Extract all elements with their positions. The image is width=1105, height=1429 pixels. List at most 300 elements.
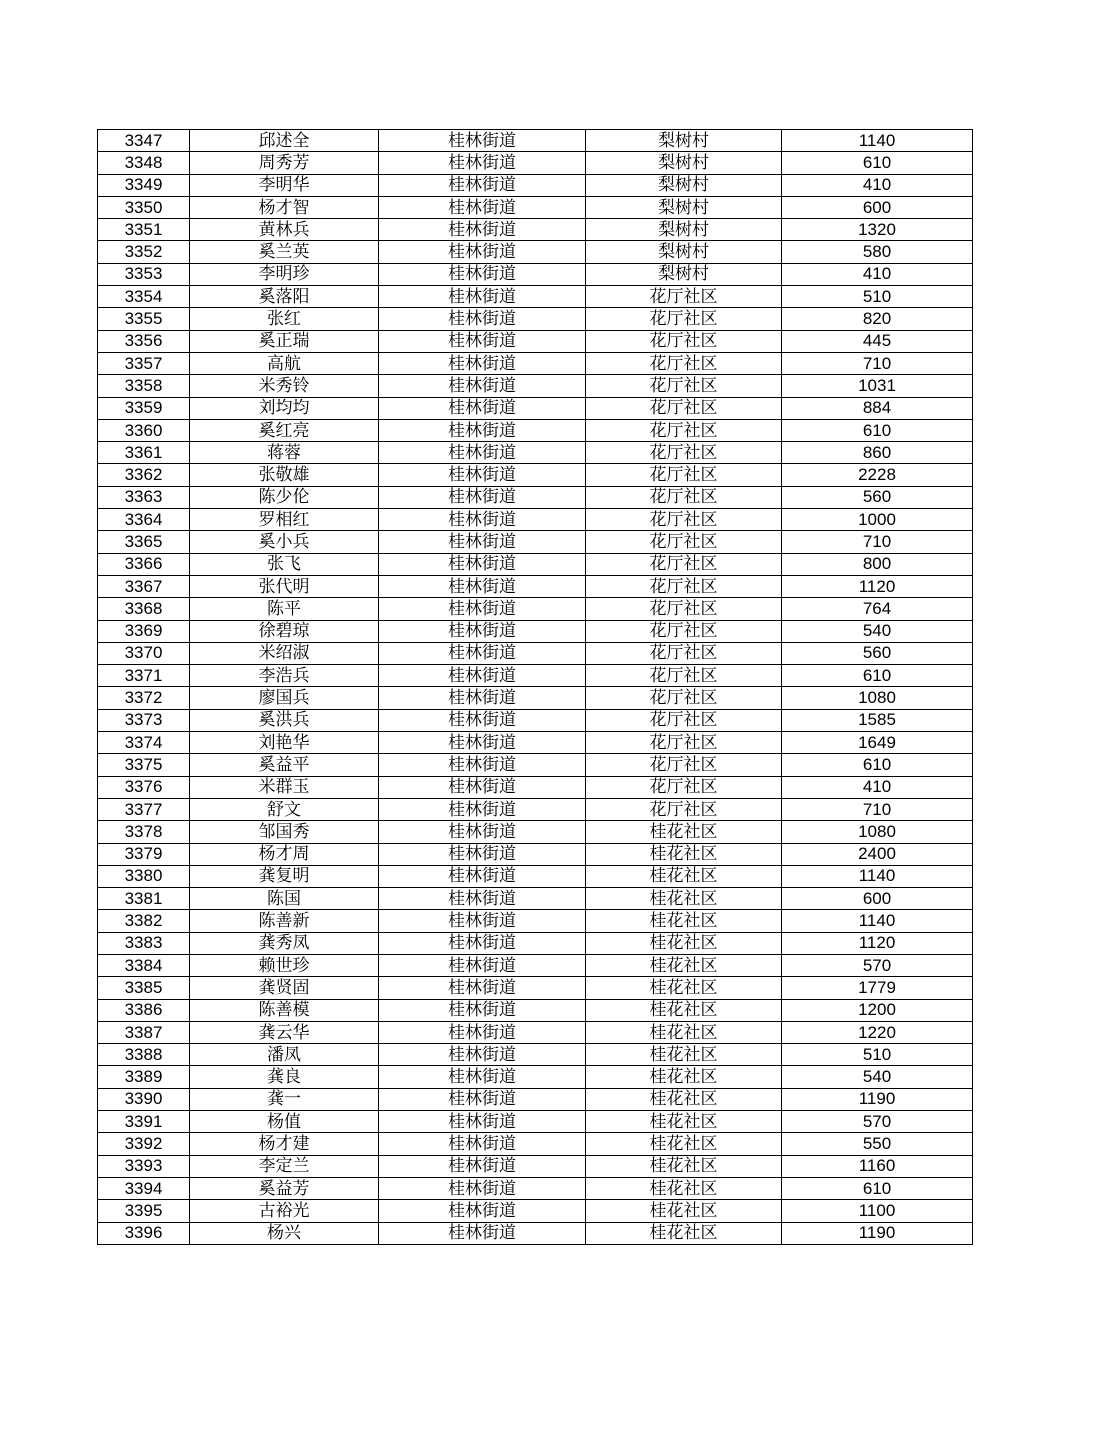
row-number-cell: 3361: [98, 442, 190, 464]
name-cell: 陈善模: [190, 999, 379, 1021]
row-number-cell: 3366: [98, 553, 190, 575]
name-cell: 张敬雄: [190, 464, 379, 486]
row-number-cell: 3373: [98, 709, 190, 731]
row-number-cell: 3372: [98, 687, 190, 709]
name-cell: 杨才建: [190, 1133, 379, 1155]
row-number-cell: 3386: [98, 999, 190, 1021]
street-cell: 桂林街道: [379, 553, 586, 575]
amount-cell: 610: [782, 419, 973, 441]
street-cell: 桂林街道: [379, 1021, 586, 1043]
table-row: [98, 798, 973, 820]
row-number-cell: 3390: [98, 1088, 190, 1110]
table-row: [98, 575, 973, 597]
row-number-cell: 3396: [98, 1222, 190, 1244]
row-number-cell: 3359: [98, 397, 190, 419]
amount-cell: 710: [782, 531, 973, 553]
community-cell: 桂花社区: [586, 1222, 782, 1244]
row-number-cell: 3360: [98, 419, 190, 441]
name-cell: 黄林兵: [190, 219, 379, 241]
community-cell: 桂花社区: [586, 910, 782, 932]
table-row: [98, 330, 973, 352]
row-number-cell: 3380: [98, 865, 190, 887]
amount-cell: 610: [782, 754, 973, 776]
name-cell: 米秀铃: [190, 375, 379, 397]
street-cell: 桂林街道: [379, 776, 586, 798]
name-cell: 米群玉: [190, 776, 379, 798]
name-cell: 奚小兵: [190, 531, 379, 553]
street-cell: 桂林街道: [379, 665, 586, 687]
amount-cell: 1190: [782, 1088, 973, 1110]
row-number-cell: 3391: [98, 1111, 190, 1133]
amount-cell: 410: [782, 776, 973, 798]
name-cell: 陈平: [190, 598, 379, 620]
street-cell: 桂林街道: [379, 1200, 586, 1222]
row-number-cell: 3376: [98, 776, 190, 798]
community-cell: 桂花社区: [586, 1066, 782, 1088]
name-cell: 奚正瑞: [190, 330, 379, 352]
community-cell: 桂花社区: [586, 1111, 782, 1133]
amount-cell: 600: [782, 196, 973, 218]
row-number-cell: 3385: [98, 977, 190, 999]
amount-cell: 600: [782, 888, 973, 910]
table-body: [98, 130, 973, 1245]
name-cell: 徐碧琼: [190, 620, 379, 642]
name-cell: 米绍淑: [190, 642, 379, 664]
amount-cell: 610: [782, 152, 973, 174]
amount-cell: 510: [782, 286, 973, 308]
street-cell: 桂林街道: [379, 1088, 586, 1110]
amount-cell: 710: [782, 352, 973, 374]
street-cell: 桂林街道: [379, 954, 586, 976]
community-cell: 桂花社区: [586, 1021, 782, 1043]
name-cell: 李明珍: [190, 263, 379, 285]
street-cell: 桂林街道: [379, 709, 586, 731]
amount-cell: 884: [782, 397, 973, 419]
name-cell: 杨才周: [190, 843, 379, 865]
community-cell: 桂花社区: [586, 821, 782, 843]
name-cell: 刘均均: [190, 397, 379, 419]
street-cell: 桂林街道: [379, 732, 586, 754]
table-row: [98, 732, 973, 754]
row-number-cell: 3356: [98, 330, 190, 352]
amount-cell: 610: [782, 1177, 973, 1199]
amount-cell: 540: [782, 1066, 973, 1088]
table-row: [98, 776, 973, 798]
table-row: [98, 1111, 973, 1133]
name-cell: 赖世珍: [190, 954, 379, 976]
community-cell: 花厅社区: [586, 419, 782, 441]
row-number-cell: 3368: [98, 598, 190, 620]
community-cell: 梨树村: [586, 196, 782, 218]
table-row: [98, 219, 973, 241]
name-cell: 张红: [190, 308, 379, 330]
street-cell: 桂林街道: [379, 888, 586, 910]
community-cell: 桂花社区: [586, 1155, 782, 1177]
street-cell: 桂林街道: [379, 419, 586, 441]
street-cell: 桂林街道: [379, 152, 586, 174]
table-row: [98, 598, 973, 620]
row-number-cell: 3378: [98, 821, 190, 843]
amount-cell: 445: [782, 330, 973, 352]
amount-cell: 860: [782, 442, 973, 464]
table-row: [98, 865, 973, 887]
table-row: [98, 954, 973, 976]
street-cell: 桂林街道: [379, 620, 586, 642]
name-cell: 罗相红: [190, 509, 379, 531]
name-cell: 周秀芳: [190, 152, 379, 174]
name-cell: 奚益芳: [190, 1177, 379, 1199]
street-cell: 桂林街道: [379, 999, 586, 1021]
community-cell: 桂花社区: [586, 1088, 782, 1110]
amount-cell: 1120: [782, 932, 973, 954]
community-cell: 桂花社区: [586, 999, 782, 1021]
row-number-cell: 3350: [98, 196, 190, 218]
row-number-cell: 3353: [98, 263, 190, 285]
street-cell: 桂林街道: [379, 1155, 586, 1177]
name-cell: 奚洪兵: [190, 709, 379, 731]
row-number-cell: 3357: [98, 352, 190, 374]
table-row: [98, 352, 973, 374]
row-number-cell: 3395: [98, 1200, 190, 1222]
name-cell: 龚一: [190, 1088, 379, 1110]
amount-cell: 1080: [782, 687, 973, 709]
amount-cell: 540: [782, 620, 973, 642]
street-cell: 桂林街道: [379, 910, 586, 932]
table-row: [98, 1088, 973, 1110]
row-number-cell: 3393: [98, 1155, 190, 1177]
table-row: [98, 888, 973, 910]
row-number-cell: 3352: [98, 241, 190, 263]
table-row: [98, 843, 973, 865]
community-cell: 梨树村: [586, 152, 782, 174]
name-cell: 龚云华: [190, 1021, 379, 1043]
name-cell: 邹国秀: [190, 821, 379, 843]
amount-cell: 2400: [782, 843, 973, 865]
row-number-cell: 3365: [98, 531, 190, 553]
table-row: [98, 977, 973, 999]
table-row: [98, 754, 973, 776]
name-cell: 龚秀凤: [190, 932, 379, 954]
amount-cell: 800: [782, 553, 973, 575]
amount-cell: 1140: [782, 865, 973, 887]
amount-cell: 1080: [782, 821, 973, 843]
name-cell: 杨才智: [190, 196, 379, 218]
row-number-cell: 3394: [98, 1177, 190, 1199]
name-cell: 张代明: [190, 575, 379, 597]
street-cell: 桂林街道: [379, 308, 586, 330]
community-cell: 梨树村: [586, 241, 782, 263]
table-row: [98, 397, 973, 419]
community-cell: 桂花社区: [586, 1200, 782, 1222]
name-cell: 李明华: [190, 174, 379, 196]
community-cell: 梨树村: [586, 219, 782, 241]
amount-cell: 560: [782, 486, 973, 508]
table-row: [98, 486, 973, 508]
amount-cell: 820: [782, 308, 973, 330]
amount-cell: 1100: [782, 1200, 973, 1222]
table-row: [98, 196, 973, 218]
row-number-cell: 3381: [98, 888, 190, 910]
street-cell: 桂林街道: [379, 821, 586, 843]
community-cell: 桂花社区: [586, 954, 782, 976]
row-number-cell: 3375: [98, 754, 190, 776]
table-row: [98, 642, 973, 664]
amount-cell: 1320: [782, 219, 973, 241]
amount-cell: 560: [782, 642, 973, 664]
amount-cell: 550: [782, 1133, 973, 1155]
row-number-cell: 3369: [98, 620, 190, 642]
street-cell: 桂林街道: [379, 687, 586, 709]
row-number-cell: 3363: [98, 486, 190, 508]
table-row: [98, 152, 973, 174]
community-cell: 花厅社区: [586, 642, 782, 664]
street-cell: 桂林街道: [379, 330, 586, 352]
street-cell: 桂林街道: [379, 642, 586, 664]
community-cell: 花厅社区: [586, 709, 782, 731]
amount-cell: 1200: [782, 999, 973, 1021]
community-cell: 花厅社区: [586, 442, 782, 464]
table-row: [98, 553, 973, 575]
table-row: [98, 308, 973, 330]
street-cell: 桂林街道: [379, 286, 586, 308]
name-cell: 奚兰英: [190, 241, 379, 263]
table-row: [98, 1200, 973, 1222]
community-cell: 花厅社区: [586, 286, 782, 308]
row-number-cell: 3388: [98, 1044, 190, 1066]
street-cell: 桂林街道: [379, 977, 586, 999]
amount-cell: 1649: [782, 732, 973, 754]
table-row: [98, 174, 973, 196]
name-cell: 刘艳华: [190, 732, 379, 754]
community-cell: 花厅社区: [586, 464, 782, 486]
table-row: [98, 286, 973, 308]
table-row: [98, 1155, 973, 1177]
name-cell: 奚红亮: [190, 419, 379, 441]
street-cell: 桂林街道: [379, 843, 586, 865]
amount-cell: 510: [782, 1044, 973, 1066]
row-number-cell: 3370: [98, 642, 190, 664]
street-cell: 桂林街道: [379, 196, 586, 218]
name-cell: 龚贤固: [190, 977, 379, 999]
community-cell: 桂花社区: [586, 977, 782, 999]
community-cell: 桂花社区: [586, 1044, 782, 1066]
table-row: [98, 999, 973, 1021]
name-cell: 李浩兵: [190, 665, 379, 687]
table-row: [98, 531, 973, 553]
street-cell: 桂林街道: [379, 754, 586, 776]
street-cell: 桂林街道: [379, 442, 586, 464]
row-number-cell: 3374: [98, 732, 190, 754]
name-cell: 蒋蓉: [190, 442, 379, 464]
street-cell: 桂林街道: [379, 219, 586, 241]
amount-cell: 1140: [782, 130, 973, 152]
community-cell: 梨树村: [586, 130, 782, 152]
name-cell: 高航: [190, 352, 379, 374]
street-cell: 桂林街道: [379, 375, 586, 397]
table-row: [98, 687, 973, 709]
name-cell: 邱述全: [190, 130, 379, 152]
amount-cell: 1160: [782, 1155, 973, 1177]
amount-cell: 1220: [782, 1021, 973, 1043]
table-row: [98, 241, 973, 263]
row-number-cell: 3355: [98, 308, 190, 330]
community-cell: 桂花社区: [586, 1133, 782, 1155]
amount-cell: 1779: [782, 977, 973, 999]
table-row: [98, 509, 973, 531]
street-cell: 桂林街道: [379, 130, 586, 152]
community-cell: 桂花社区: [586, 888, 782, 910]
name-cell: 杨兴: [190, 1222, 379, 1244]
street-cell: 桂林街道: [379, 1044, 586, 1066]
name-cell: 潘凤: [190, 1044, 379, 1066]
street-cell: 桂林街道: [379, 1066, 586, 1088]
table-row: [98, 665, 973, 687]
community-cell: 桂花社区: [586, 932, 782, 954]
name-cell: 龚复明: [190, 865, 379, 887]
community-cell: 桂花社区: [586, 865, 782, 887]
community-cell: 花厅社区: [586, 598, 782, 620]
community-cell: 桂花社区: [586, 1177, 782, 1199]
street-cell: 桂林街道: [379, 1111, 586, 1133]
community-cell: 桂花社区: [586, 843, 782, 865]
data-table: [97, 129, 973, 1245]
street-cell: 桂林街道: [379, 464, 586, 486]
row-number-cell: 3358: [98, 375, 190, 397]
name-cell: 张飞: [190, 553, 379, 575]
amount-cell: 570: [782, 954, 973, 976]
amount-cell: 570: [782, 1111, 973, 1133]
name-cell: 奚益平: [190, 754, 379, 776]
row-number-cell: 3383: [98, 932, 190, 954]
table-row: [98, 910, 973, 932]
community-cell: 花厅社区: [586, 575, 782, 597]
community-cell: 花厅社区: [586, 776, 782, 798]
street-cell: 桂林街道: [379, 397, 586, 419]
community-cell: 花厅社区: [586, 375, 782, 397]
row-number-cell: 3371: [98, 665, 190, 687]
name-cell: 杨值: [190, 1111, 379, 1133]
name-cell: 龚良: [190, 1066, 379, 1088]
name-cell: 舒文: [190, 798, 379, 820]
table-row: [98, 419, 973, 441]
community-cell: 花厅社区: [586, 553, 782, 575]
amount-cell: 2228: [782, 464, 973, 486]
table-row: [98, 821, 973, 843]
street-cell: 桂林街道: [379, 486, 586, 508]
table-row: [98, 464, 973, 486]
amount-cell: 610: [782, 665, 973, 687]
street-cell: 桂林街道: [379, 865, 586, 887]
street-cell: 桂林街道: [379, 932, 586, 954]
table-row: [98, 620, 973, 642]
amount-cell: 1140: [782, 910, 973, 932]
street-cell: 桂林街道: [379, 1222, 586, 1244]
row-number-cell: 3379: [98, 843, 190, 865]
street-cell: 桂林街道: [379, 531, 586, 553]
name-cell: 陈少伦: [190, 486, 379, 508]
row-number-cell: 3377: [98, 798, 190, 820]
community-cell: 花厅社区: [586, 352, 782, 374]
street-cell: 桂林街道: [379, 509, 586, 531]
amount-cell: 1031: [782, 375, 973, 397]
amount-cell: 410: [782, 263, 973, 285]
row-number-cell: 3351: [98, 219, 190, 241]
street-cell: 桂林街道: [379, 798, 586, 820]
name-cell: 陈善新: [190, 910, 379, 932]
community-cell: 花厅社区: [586, 486, 782, 508]
street-cell: 桂林街道: [379, 1133, 586, 1155]
community-cell: 花厅社区: [586, 732, 782, 754]
table-row: [98, 130, 973, 152]
community-cell: 花厅社区: [586, 687, 782, 709]
table-row: [98, 1021, 973, 1043]
row-number-cell: 3347: [98, 130, 190, 152]
table-row: [98, 932, 973, 954]
table-row: [98, 1044, 973, 1066]
street-cell: 桂林街道: [379, 241, 586, 263]
street-cell: 桂林街道: [379, 575, 586, 597]
row-number-cell: 3349: [98, 174, 190, 196]
community-cell: 花厅社区: [586, 665, 782, 687]
amount-cell: 1190: [782, 1222, 973, 1244]
community-cell: 花厅社区: [586, 798, 782, 820]
amount-cell: 1120: [782, 575, 973, 597]
row-number-cell: 3389: [98, 1066, 190, 1088]
amount-cell: 1585: [782, 709, 973, 731]
street-cell: 桂林街道: [379, 598, 586, 620]
community-cell: 梨树村: [586, 174, 782, 196]
row-number-cell: 3364: [98, 509, 190, 531]
street-cell: 桂林街道: [379, 174, 586, 196]
table-row: [98, 1133, 973, 1155]
amount-cell: 710: [782, 798, 973, 820]
name-cell: 李定兰: [190, 1155, 379, 1177]
name-cell: 廖国兵: [190, 687, 379, 709]
community-cell: 花厅社区: [586, 620, 782, 642]
community-cell: 花厅社区: [586, 330, 782, 352]
name-cell: 陈国: [190, 888, 379, 910]
table-row: [98, 375, 973, 397]
amount-cell: 764: [782, 598, 973, 620]
table-row: [98, 1222, 973, 1244]
community-cell: 梨树村: [586, 263, 782, 285]
amount-cell: 410: [782, 174, 973, 196]
table-row: [98, 263, 973, 285]
row-number-cell: 3384: [98, 954, 190, 976]
community-cell: 花厅社区: [586, 397, 782, 419]
street-cell: 桂林街道: [379, 263, 586, 285]
row-number-cell: 3362: [98, 464, 190, 486]
row-number-cell: 3387: [98, 1021, 190, 1043]
table-row: [98, 1177, 973, 1199]
row-number-cell: 3382: [98, 910, 190, 932]
community-cell: 花厅社区: [586, 308, 782, 330]
row-number-cell: 3354: [98, 286, 190, 308]
community-cell: 花厅社区: [586, 531, 782, 553]
table-row: [98, 442, 973, 464]
amount-cell: 1000: [782, 509, 973, 531]
row-number-cell: 3367: [98, 575, 190, 597]
row-number-cell: 3348: [98, 152, 190, 174]
row-number-cell: 3392: [98, 1133, 190, 1155]
amount-cell: 580: [782, 241, 973, 263]
name-cell: 奚落阳: [190, 286, 379, 308]
community-cell: 花厅社区: [586, 754, 782, 776]
street-cell: 桂林街道: [379, 1177, 586, 1199]
table-row: [98, 1066, 973, 1088]
name-cell: 古裕光: [190, 1200, 379, 1222]
street-cell: 桂林街道: [379, 352, 586, 374]
